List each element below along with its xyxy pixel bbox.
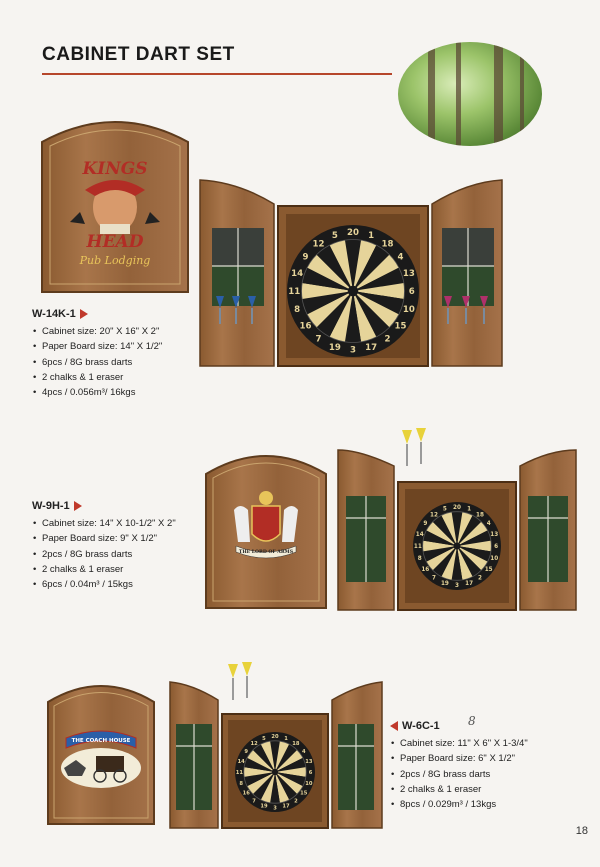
dartboard-number: 2: [294, 798, 298, 805]
pub-lodging-text: Pub Lodging: [79, 254, 151, 267]
dartboard-number: 19: [440, 581, 449, 588]
dartboard-number: 15: [394, 321, 407, 332]
dartboard-number: 11: [235, 769, 244, 776]
handwritten-note: 8: [468, 714, 476, 728]
dartboard-number: 13: [490, 531, 499, 538]
model-label: W-14K-1: [32, 308, 76, 320]
spec-item: • 8pcs / 0.029m³ / 13kgs: [400, 797, 590, 812]
dartboard-medium: [413, 502, 501, 590]
dartboard-number: 10: [490, 556, 499, 563]
dartboard-number: 18: [381, 239, 394, 250]
dartboard-number: 20: [453, 504, 461, 511]
dartboard-number: 15: [484, 566, 493, 573]
model-label: W-9H-1: [32, 500, 70, 512]
dartboard-number: 9: [423, 520, 428, 527]
dartboard-number: 4: [486, 520, 491, 527]
dartboard-number: 20: [271, 734, 279, 741]
dartboard-number: 20: [347, 228, 359, 239]
closed-cabinet-kings-head: [40, 112, 190, 294]
head-text: HEAD: [86, 232, 144, 252]
yellow-darts: [402, 428, 426, 466]
lord-of-arms-banner: THE LORD OF ARMS: [238, 550, 294, 555]
dartboard-number: 14: [237, 758, 245, 765]
spec-item: • Cabinet size: 11" X 6" X 1-3/4": [400, 736, 590, 751]
spec-item: • 6pcs / 8G brass darts: [42, 355, 212, 370]
dartboard-number: 17: [465, 581, 474, 588]
dartboard-number: 17: [282, 803, 290, 810]
open-cabinet-w9h1: [336, 428, 578, 612]
page-number: 18: [575, 825, 588, 837]
dartboard-number: 7: [252, 798, 256, 805]
dartboard-number: 7: [431, 575, 436, 582]
open-cabinet-w6c1: [168, 662, 384, 830]
dartboard-number: 7: [315, 334, 322, 345]
dartboard-number: 9: [244, 748, 249, 755]
spec-item: • Paper Board size: 14" X 1/2": [42, 339, 212, 354]
closed-cabinet-coach-house: [46, 676, 156, 826]
title-rule: [42, 73, 392, 75]
spec-item: • 2pcs / 8G brass darts: [42, 547, 212, 562]
dartboard-number: 14: [291, 268, 304, 279]
dartboard-number: 3: [350, 345, 356, 356]
spec-item: • 2 chalks & 1 eraser: [42, 562, 212, 577]
dartboard-number: 5: [442, 506, 447, 513]
spec-item: • Paper Board size: 6" X 1/2": [400, 751, 590, 766]
spec-item: • Cabinet size: 20" X 16" X 2": [42, 324, 212, 339]
dartboard-number: 12: [430, 512, 438, 519]
spec-item: • 2 chalks & 1 eraser: [400, 782, 590, 797]
forest-photo: [398, 42, 542, 146]
spec-item: • 6pcs / 0.04m³ / 15kgs: [42, 577, 212, 592]
dartboard-number: 9: [302, 252, 309, 263]
dartboard-number: 6: [408, 286, 415, 297]
dartboard-number: 11: [288, 286, 301, 297]
spec-w6c1: [390, 714, 590, 812]
closed-cabinet-lord-of-arms: [204, 446, 328, 610]
spec-item: • 4pcs / 0.056m³/ 16kgs: [42, 385, 212, 400]
dartboard-large: [287, 225, 419, 357]
open-cabinet-w14k1: [198, 176, 504, 368]
model-label: W-6C-1: [402, 720, 440, 732]
dartboard-number: 1: [368, 231, 375, 242]
dartboard-number: 18: [476, 512, 484, 519]
dartboard-number: 16: [242, 790, 250, 797]
spec-w9h1: [32, 498, 212, 592]
pointer-left-icon: [390, 721, 398, 731]
spec-w14k1: [32, 306, 212, 400]
dartboard-bullseye: [349, 287, 357, 295]
dartboard-number: 8: [417, 556, 422, 563]
dartboard-number: 10: [305, 780, 313, 787]
dartboard-number: 12: [312, 239, 325, 250]
page-title: CABINET DART SET: [42, 44, 235, 65]
pointer-right-icon: [80, 309, 88, 319]
dartboard-number: 2: [384, 334, 391, 345]
dartboard-number: 8: [294, 305, 301, 316]
dartboard-number: 2: [478, 575, 483, 582]
dartboard-number: 1: [467, 506, 472, 513]
dartboard-number: 16: [421, 566, 430, 573]
dartboard-number: 5: [331, 231, 338, 242]
dartboard-number: 15: [300, 790, 308, 797]
dartboard-number: 5: [262, 735, 266, 742]
spec-item: • Paper Board size: 9" X 1/2": [42, 531, 212, 546]
dartboard-bullseye: [454, 543, 459, 548]
dartboard-number: 14: [415, 531, 424, 538]
dartboard-number: 13: [402, 268, 415, 279]
spec-item: • 2pcs / 8G brass darts: [400, 767, 590, 782]
dartboard-number: 13: [305, 758, 313, 765]
spec-item: • Cabinet size: 14" X 10-1/2" X 2": [42, 516, 212, 531]
coach-house-banner: THE COACH HOUSE: [71, 738, 131, 744]
stagecoach-icon: [61, 748, 141, 788]
dartboard-number: 4: [301, 748, 306, 755]
dartboard-number: 3: [273, 805, 277, 812]
dartboard-number: 8: [239, 780, 243, 787]
dartboard-number: 18: [292, 740, 300, 747]
dartboard-number: 3: [455, 583, 459, 590]
dartboard-number: 17: [365, 342, 378, 353]
dartboard-number: 6: [308, 769, 313, 776]
dartboard-number: 4: [397, 252, 404, 263]
dartboard-bullseye: [273, 770, 278, 775]
dartboard-number: 19: [328, 342, 341, 353]
dartboard-number: 1: [284, 735, 288, 742]
dartboard-number: 12: [250, 740, 258, 747]
dartboard-number: 6: [494, 543, 499, 550]
dartboard-number: 16: [299, 321, 312, 332]
yellow-darts: [228, 662, 252, 700]
dartboard-number: 11: [413, 543, 422, 550]
pointer-right-icon: [74, 501, 82, 511]
dartboard-number: 19: [260, 803, 268, 810]
kings-text: KINGS: [82, 159, 148, 179]
dartboard-small: [235, 732, 315, 812]
spec-item: • 2 chalks & 1 eraser: [42, 370, 212, 385]
dartboard-number: 10: [402, 305, 415, 316]
